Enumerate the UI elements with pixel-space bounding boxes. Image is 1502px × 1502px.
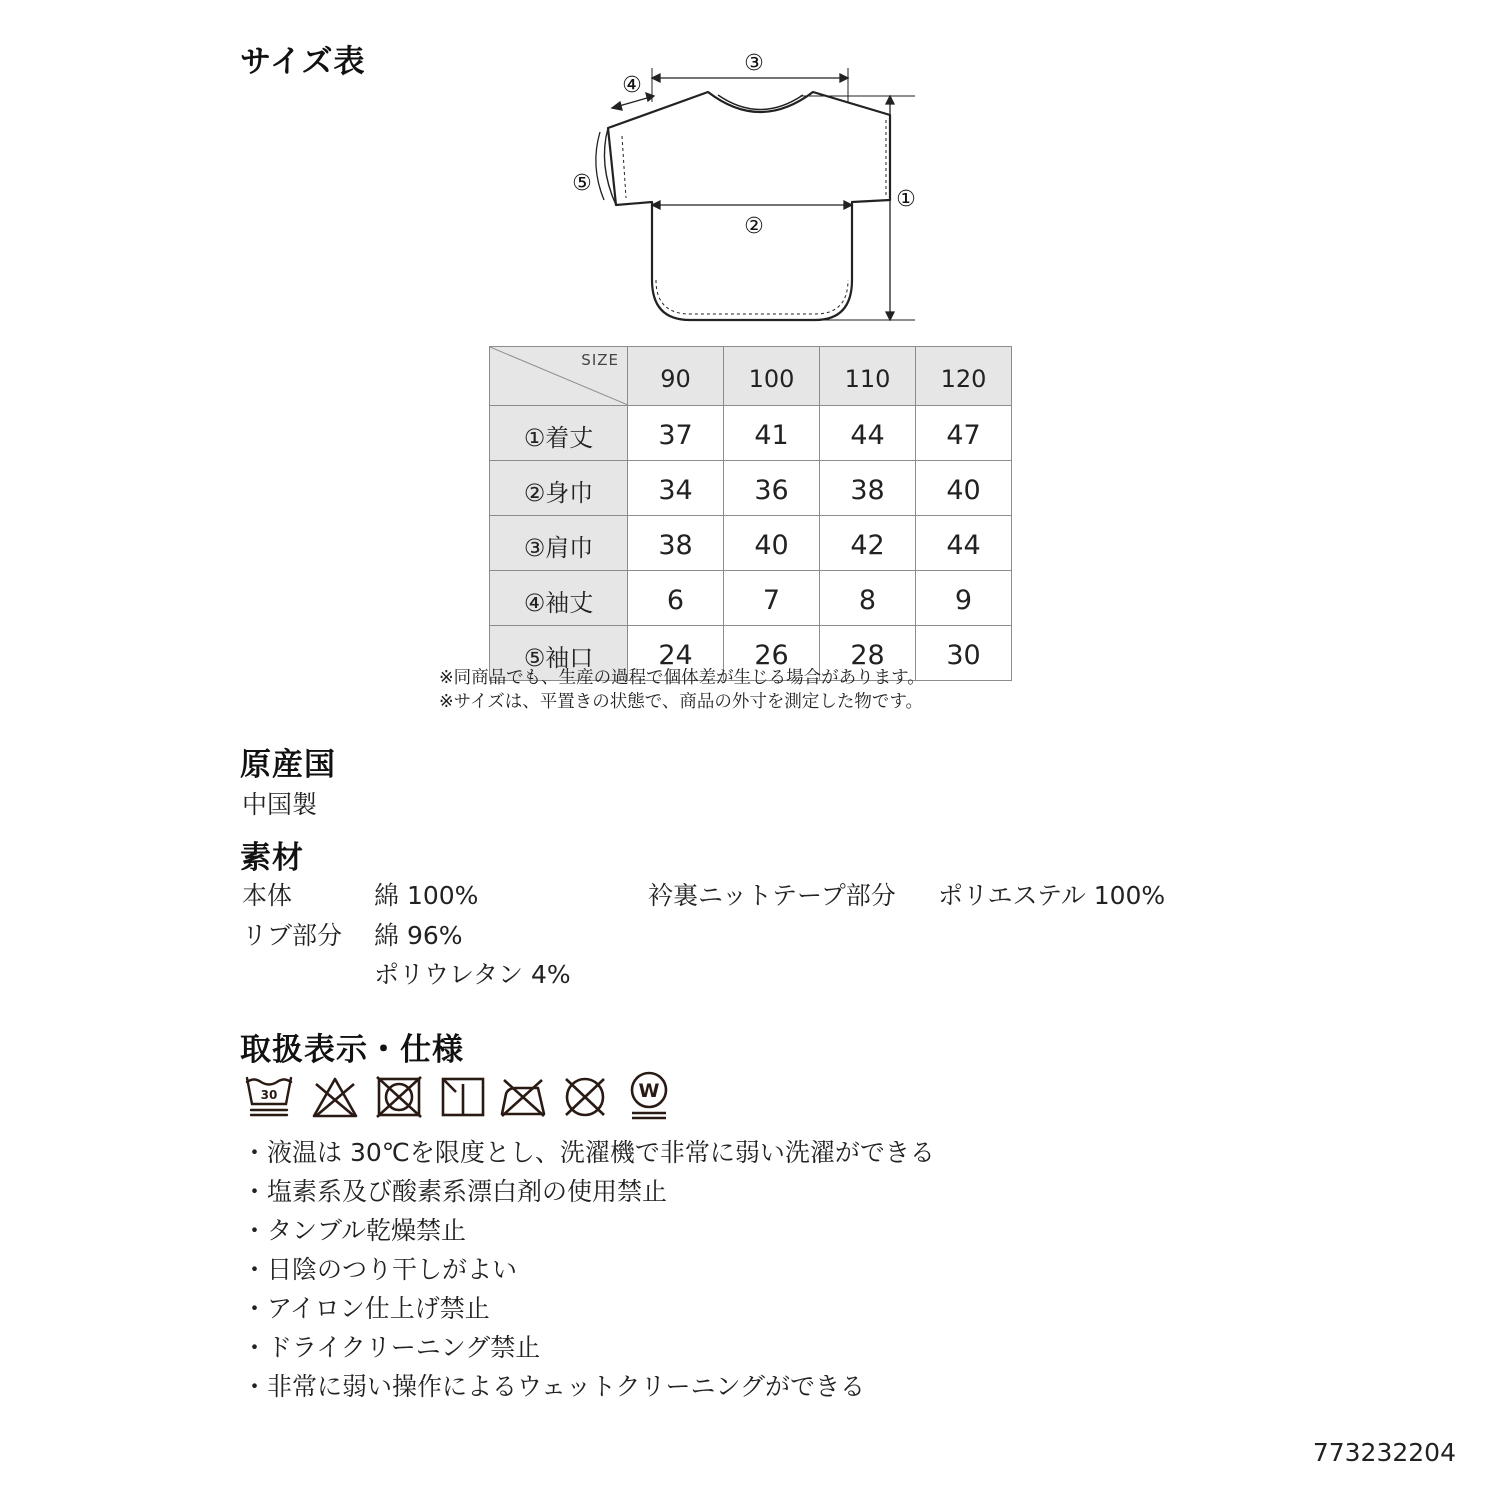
table-cell: 38 — [628, 516, 724, 571]
marker-1: ① — [896, 187, 916, 212]
origin-value: 中国製 — [242, 790, 318, 819]
care-line: ・タンブル乾燥禁止 — [242, 1216, 467, 1245]
care-line: ・塩素系及び酸素系漂白剤の使用禁止 — [242, 1177, 668, 1206]
care-line: ・液温は 30℃を限度とし、洗濯機で非常に弱い洗濯ができる — [242, 1138, 935, 1167]
row-label: ⑤袖口 — [490, 626, 628, 681]
table-cell: 7 — [724, 571, 820, 626]
table-cell: 34 — [628, 461, 724, 516]
marker-2: ② — [744, 214, 764, 239]
wet-clean-label: W — [638, 1080, 660, 1102]
material-rib-label: リブ部分 — [242, 921, 343, 950]
size-header: 90 — [628, 347, 724, 406]
size-table-header-row — [490, 347, 1012, 406]
size-note-2: ※サイズは、平置きの状態で、商品の外寸を測定した物です。 — [439, 692, 924, 712]
size-note-1: ※同商品でも、生産の過程で個体差が生じる場合があります。 — [439, 668, 925, 688]
no-tumble-dry-icon — [374, 1074, 424, 1120]
size-chart-title: サイズ表 — [240, 44, 366, 80]
material-rib-value-2: ポリウレタン 4% — [374, 960, 571, 989]
wet-clean-gentle-icon — [624, 1070, 674, 1122]
no-dry-clean-icon — [560, 1074, 610, 1120]
product-code: 773232204 — [1312, 1438, 1456, 1467]
care-line: ・ドライクリーニング禁止 — [242, 1333, 541, 1362]
table-cell: 37 — [628, 406, 724, 461]
origin-title: 原産国 — [240, 747, 336, 783]
table-row — [490, 571, 1012, 626]
table-row — [490, 406, 1012, 461]
material-collar-label: 衿裏ニットテープ部分 — [648, 881, 896, 910]
table-cell: 6 — [628, 571, 724, 626]
garment-measurement-diagram — [560, 40, 930, 340]
material-body-label: 本体 — [242, 881, 293, 910]
table-cell: 24 — [628, 626, 724, 681]
line-dry-shade-icon — [438, 1074, 488, 1120]
material-title: 素材 — [240, 840, 304, 876]
table-cell: 30 — [916, 626, 1012, 681]
table-cell: 28 — [820, 626, 916, 681]
marker-3: ③ — [744, 51, 764, 76]
table-cell: 40 — [724, 516, 820, 571]
size-header: 100 — [724, 347, 820, 406]
size-table-corner — [490, 347, 628, 406]
size-corner-label: SIZE — [581, 351, 619, 369]
care-line: ・非常に弱い操作によるウェットクリーニングができる — [242, 1372, 866, 1401]
table-cell: 26 — [724, 626, 820, 681]
care-line: ・アイロン仕上げ禁止 — [242, 1294, 490, 1323]
table-cell: 9 — [916, 571, 1012, 626]
tshirt-neckline — [718, 95, 803, 110]
marker-5: ⑤ — [572, 171, 592, 196]
size-header: 110 — [820, 347, 916, 406]
table-cell: 40 — [916, 461, 1012, 516]
table-cell: 41 — [724, 406, 820, 461]
material-rib-value-1: 綿 96% — [374, 921, 463, 950]
size-header: 120 — [916, 347, 1012, 406]
no-bleach-icon — [310, 1074, 360, 1120]
table-cell: 47 — [916, 406, 1012, 461]
table-cell: 42 — [820, 516, 916, 571]
care-line: ・日陰のつり干しがよい — [242, 1255, 518, 1284]
row-label: ③肩巾 — [490, 516, 628, 571]
no-iron-icon — [498, 1074, 548, 1120]
material-body-value: 綿 100% — [374, 881, 479, 910]
table-row — [490, 516, 1012, 571]
table-row — [490, 461, 1012, 516]
table-cell: 44 — [916, 516, 1012, 571]
table-cell: 38 — [820, 461, 916, 516]
care-title: 取扱表示・仕様 — [240, 1032, 464, 1068]
row-label: ②身巾 — [490, 461, 628, 516]
row-label: ④袖丈 — [490, 571, 628, 626]
table-cell: 36 — [724, 461, 820, 516]
table-cell: 8 — [820, 571, 916, 626]
wash-30-gentle-icon — [244, 1074, 294, 1120]
row-label: ①着丈 — [490, 406, 628, 461]
marker-4: ④ — [622, 73, 642, 98]
table-cell: 44 — [820, 406, 916, 461]
material-collar-value: ポリエステル 100% — [938, 881, 1166, 910]
size-table — [489, 346, 1012, 681]
wash-temp-label: 30 — [260, 1088, 278, 1102]
